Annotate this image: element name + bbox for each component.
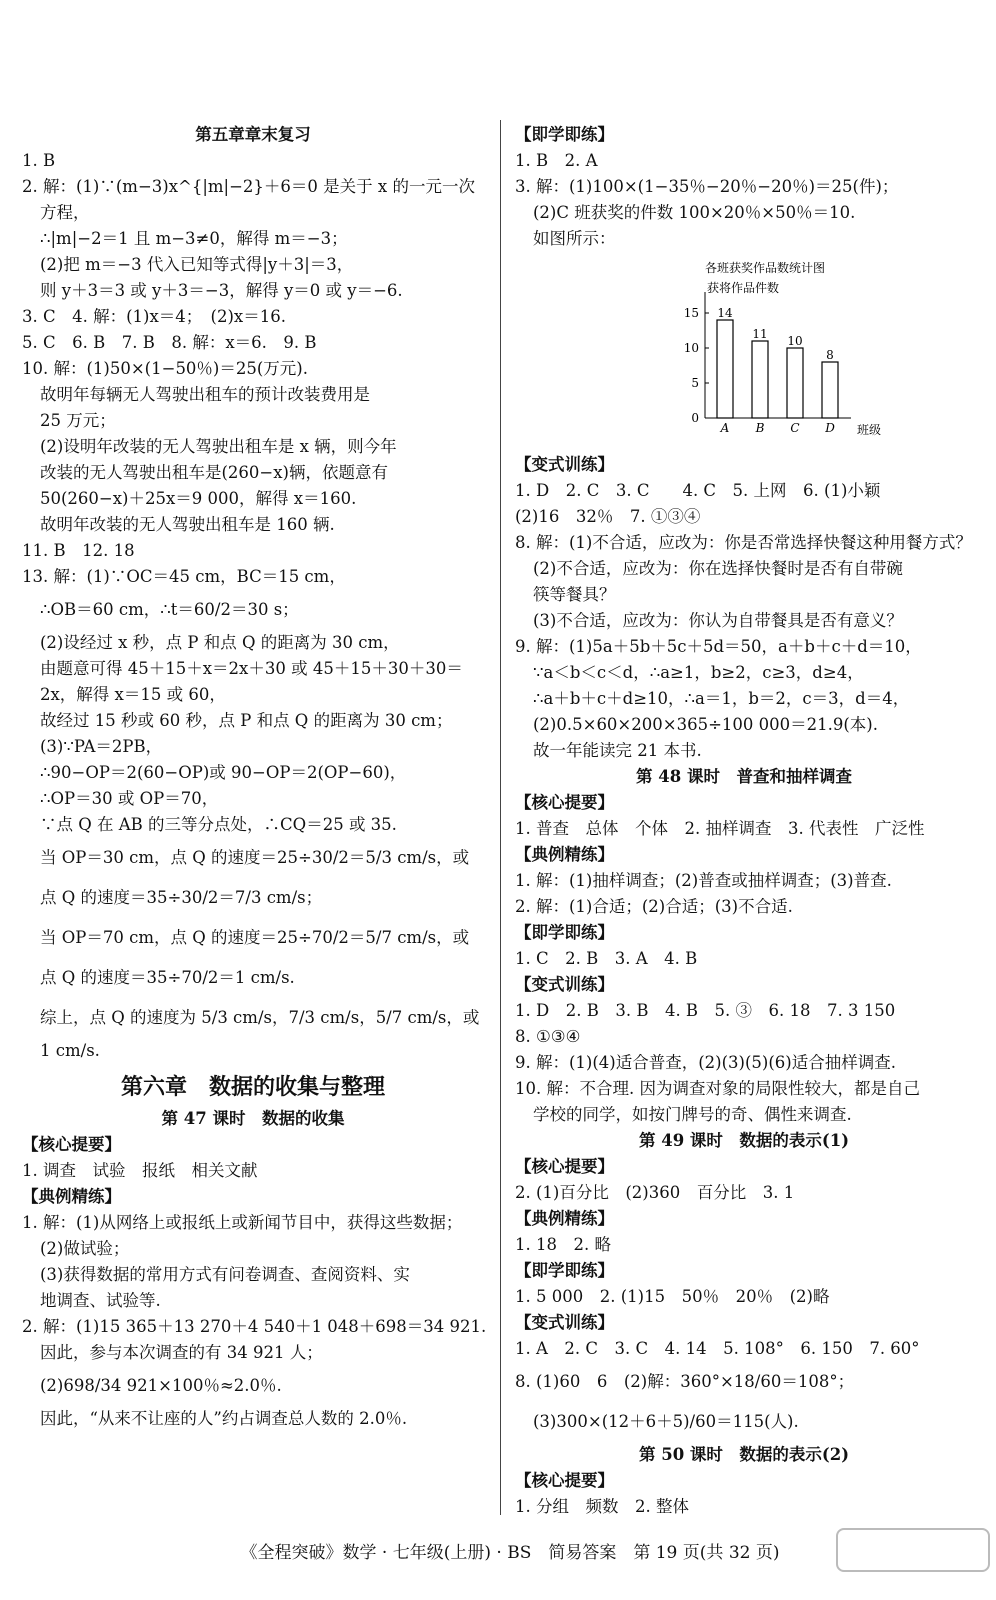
answer-line: ∵点 Q 在 AB 的三等分点处，∴CQ＝25 或 35. [40,815,397,834]
answer-line: 1. C 2. B 3. A 4. B [515,949,698,968]
section-tag: 【典例精练】 [515,1209,614,1228]
right-column [515,122,973,1520]
answer-line: 1. B [22,151,56,170]
answer-line: 如图所示： [533,229,616,248]
section-tag: 【即学即练】 [515,1261,614,1280]
answer-line: 9. 解：(1)(4)适合普查，(2)(3)(5)(6)适合抽样调查. [515,1053,896,1072]
x-tick-label: A [720,421,730,435]
answer-line: (2)C 班获奖的件数 100×20％×50％＝10. [533,203,856,222]
section-tag: 【核心提要】 [515,793,614,812]
answer-line: 8. ①③④ [515,1027,581,1046]
answer-line: ∵a＜b＜c＜d，∴a≥1，b≥2，c≥3，d≥4， [533,663,864,682]
answer-line: 1. B 2. A [515,151,598,170]
answer-line: 1 cm/s. [40,1041,100,1060]
section-tag: 【典例精练】 [22,1187,121,1206]
answer-line: 8. (1)60 6 (2)解：360°×18/60＝108°； [515,1372,855,1391]
section-title: 第 49 课时 数据的表示(1) [638,1131,850,1150]
answer-line: 1. 调查 试验 报纸 相关文献 [22,1161,258,1180]
bar-value-label: 8 [826,348,834,362]
answer-line: 筷等餐具？ [533,585,616,604]
bar-C [787,348,803,418]
answer-line: 因此，“从来不让座的人”约占调查总人数的 2.0％. [40,1409,408,1428]
section-tag: 【典例精练】 [515,845,614,864]
section-tag: 【变式训练】 [515,1313,614,1332]
chart-title: 各班获奖作品数统计图 [704,261,826,275]
section-title: 第六章 数据的收集与整理 [120,1074,385,1100]
answer-line: 改装的无人驾驶出租车是(260−x)辆，依题意有 [40,463,388,482]
answer-line: 故明年改装的无人驾驶出租车是 160 辆. [40,515,335,534]
answer-line: 1. 5 000 2. (1)15 50％ 20％ (2)略 [515,1287,830,1306]
answer-line: (2)698/34 921×100％≈2.0％. [40,1376,282,1395]
answer-line: 13. 解：(1)∵OC＝45 cm，BC＝15 cm， [22,567,346,586]
answer-line: 25 万元； [40,411,116,430]
answer-line: (2)设明年改装的无人驾驶出租车是 x 辆，则今年 [40,437,397,456]
answer-line: ∴OB＝60 cm，∴t＝60/2＝30 s； [40,600,299,619]
answer-line: 9. 解：(1)5a＋5b＋5c＋5d＝50，a＋b＋c＋d＝10， [515,637,922,656]
section-tag: 【核心提要】 [22,1135,121,1154]
right-column-part-b [515,452,973,1520]
answer-line: 10. 解：(1)50×(1−50％)＝25(万元). [22,359,308,378]
y-tick-label: 10 [683,341,699,355]
answer-line: 点 Q 的速度＝35÷30/2＝7/3 cm/s； [40,888,323,907]
answer-line: (3)获得数据的常用方式有问卷调查、查阅资料、实 [40,1265,410,1284]
answer-line: 3. C 4. 解：(1)x＝4； (2)x＝16. [22,307,286,326]
y-tick-label: 15 [683,306,699,320]
answer-line: ∴90−OP＝2(60−OP)或 90−OP＝2(OP−60)， [40,763,407,782]
answer-line: (2)0.5×60×200×365÷100 000＝21.9(本). [533,715,878,734]
answer-line: (2)不合适，应改为：你在选择快餐时是否有自带碗 [533,559,903,578]
answer-line: 1. A 2. C 3. C 4. 14 5. 108° 6. 150 7. 60° [515,1339,920,1358]
answer-line: (2)设经过 x 秒，点 P 和点 Q 的距离为 30 cm， [40,633,400,652]
y-tick-label: 0 [691,411,699,425]
answer-line: 5. C 6. B 7. B 8. 解：x＝6. 9. B [22,333,317,352]
answer-line: 10. 解：不合理. 因为调查对象的局限性较大，都是自己 [515,1079,920,1098]
answer-line: 2. 解：(1)合适；(2)合适；(3)不合适. [515,897,793,916]
section-title: 第五章章末复习 [195,125,311,144]
bar-chart [665,258,882,448]
section-tag: 【核心提要】 [515,1157,614,1176]
answer-line: 50(260−x)＋25x＝9 000，解得 x＝160. [40,489,357,508]
section-tag: 【即学即练】 [515,125,614,144]
section-tag: 【变式训练】 [515,975,614,994]
answer-line: 1. D 2. C 3. C 4. C 5. 上网 6. (1)小颖 [515,481,881,500]
answer-line: 地调查、试验等. [40,1291,161,1310]
answer-line: (3)300×(12＋6＋5)/60＝115(人). [533,1412,799,1431]
bar-value-label: 10 [787,334,803,348]
x-axis-label: 班级 [857,423,882,437]
bar-value-label: 14 [717,306,733,320]
answer-line: 2x，解得 x＝15 或 60， [40,685,226,704]
right-column-part-a [515,122,973,252]
answer-line: 点 Q 的速度＝35÷70/2＝1 cm/s. [40,968,295,987]
answer-line: 11. B 12. 18 [22,541,135,560]
left-column [22,122,487,1432]
answer-line: 1. 解：(1)抽样调查；(2)普查或抽样调查；(3)普查. [515,871,892,890]
answer-line: 故明年每辆无人驾驶出租车的预计改装费用是 [40,385,370,404]
answer-line: 综上，点 Q 的速度为 5/3 cm/s，7/3 cm/s，5/7 cm/s，或 [40,1008,480,1027]
answer-line: 1. 普查 总体 个体 2. 抽样调查 3. 代表性 广泛性 [515,819,925,838]
section-title: 第 48 课时 普查和抽样调查 [636,767,852,786]
x-tick-label: D [825,421,835,435]
answer-line: 8. 解：(1)不合适，应改为：你是否常选择快餐这种用餐方式？ [515,533,972,552]
section-tag: 【即学即练】 [515,923,614,942]
bar-value-label: 11 [752,327,768,341]
y-axis-label: 获将作品件数 [707,281,780,295]
answer-line: 故一年能读完 21 本书. [533,741,702,760]
column-divider [500,120,501,1515]
answer-line: 1. D 2. B 3. B 4. B 5. ③ 6. 18 7. 3 150 [515,1001,896,1020]
bar-A [717,320,733,418]
section-title: 第 47 课时 数据的收集 [161,1109,345,1128]
answer-line: 1. 解：(1)从网络上或报纸上或新闻节目中，获得这些数据； [22,1213,463,1232]
answer-line: (2)16 32％ 7. ①③④ [515,507,701,526]
x-tick-label: B [755,421,765,435]
page-footer: 《全程突破》数学 · 七年级(上册) · BS 简易答案 第 19 页(共 32 页) [240,1543,780,1563]
answer-line: ∴|m|−2＝1 且 m−3≠0，解得 m＝−3； [40,229,348,248]
answer-line: (2)做试验； [40,1239,130,1258]
answer-line: 故经过 15 秒或 60 秒，点 P 和点 Q 的距离为 30 cm； [40,711,453,730]
answer-line: 因此，参与本次调查的有 34 921 人； [40,1343,323,1362]
answer-line: 由题意可得 45＋15＋x＝2x＋30 或 45＋15＋30＋30＝ [40,659,463,678]
answer-line: 学校的同学，如按门牌号的奇、偶性来调查. [533,1105,852,1124]
answer-line: 2. 解：(1)15 365＋13 270＋4 540＋1 048＋698＝34 921. [22,1317,487,1336]
answer-line: ∴a＋b＋c＋d≥10，∴a＝1，b＝2，c＝3，d＝4， [533,689,910,708]
bar-B [752,341,768,418]
answer-line: ∴OP＝30 或 OP＝70， [40,789,219,808]
answer-line: 当 OP＝70 cm，点 Q 的速度＝25÷70/2＝5/7 cm/s，或 [40,928,470,947]
bar-D [822,362,838,418]
answer-line: 1. 18 2. 略 [515,1235,611,1254]
answer-line: 则 y＋3＝3 或 y＋3＝−3，解得 y＝0 或 y＝−6. [40,281,403,300]
answer-line: 2. 解：(1)∵(m−3)x^{|m|−2}＋6＝0 是关于 x 的一元一次 [22,177,475,196]
section-title: 第 50 课时 数据的表示(2) [638,1445,850,1464]
x-tick-label: C [790,421,800,435]
section-tag: 【核心提要】 [515,1471,614,1490]
answer-line: 当 OP＝30 cm，点 Q 的速度＝25÷30/2＝5/3 cm/s，或 [40,848,470,867]
answer-line: 1. 分组 频数 2. 整体 [515,1497,689,1516]
answer-line: 2. (1)百分比 (2)360 百分比 3. 1 [515,1183,795,1202]
answer-line: (2)把 m＝−3 代入已知等式得|y＋3|＝3， [40,255,354,274]
answer-line: 方程， [40,203,90,222]
section-tag: 【变式训练】 [515,455,614,474]
watermark-logo [836,1528,990,1572]
answer-line: (3)∵PA＝2PB， [40,737,163,756]
answer-line: 3. 解：(1)100×(1−35％−20％−20％)＝25(件)； [515,177,899,196]
y-tick-label: 5 [691,376,699,390]
answer-line: (3)不合适，应改为：你认为自带餐具是否有意义？ [533,611,903,630]
bar-chart-svg [665,258,882,448]
